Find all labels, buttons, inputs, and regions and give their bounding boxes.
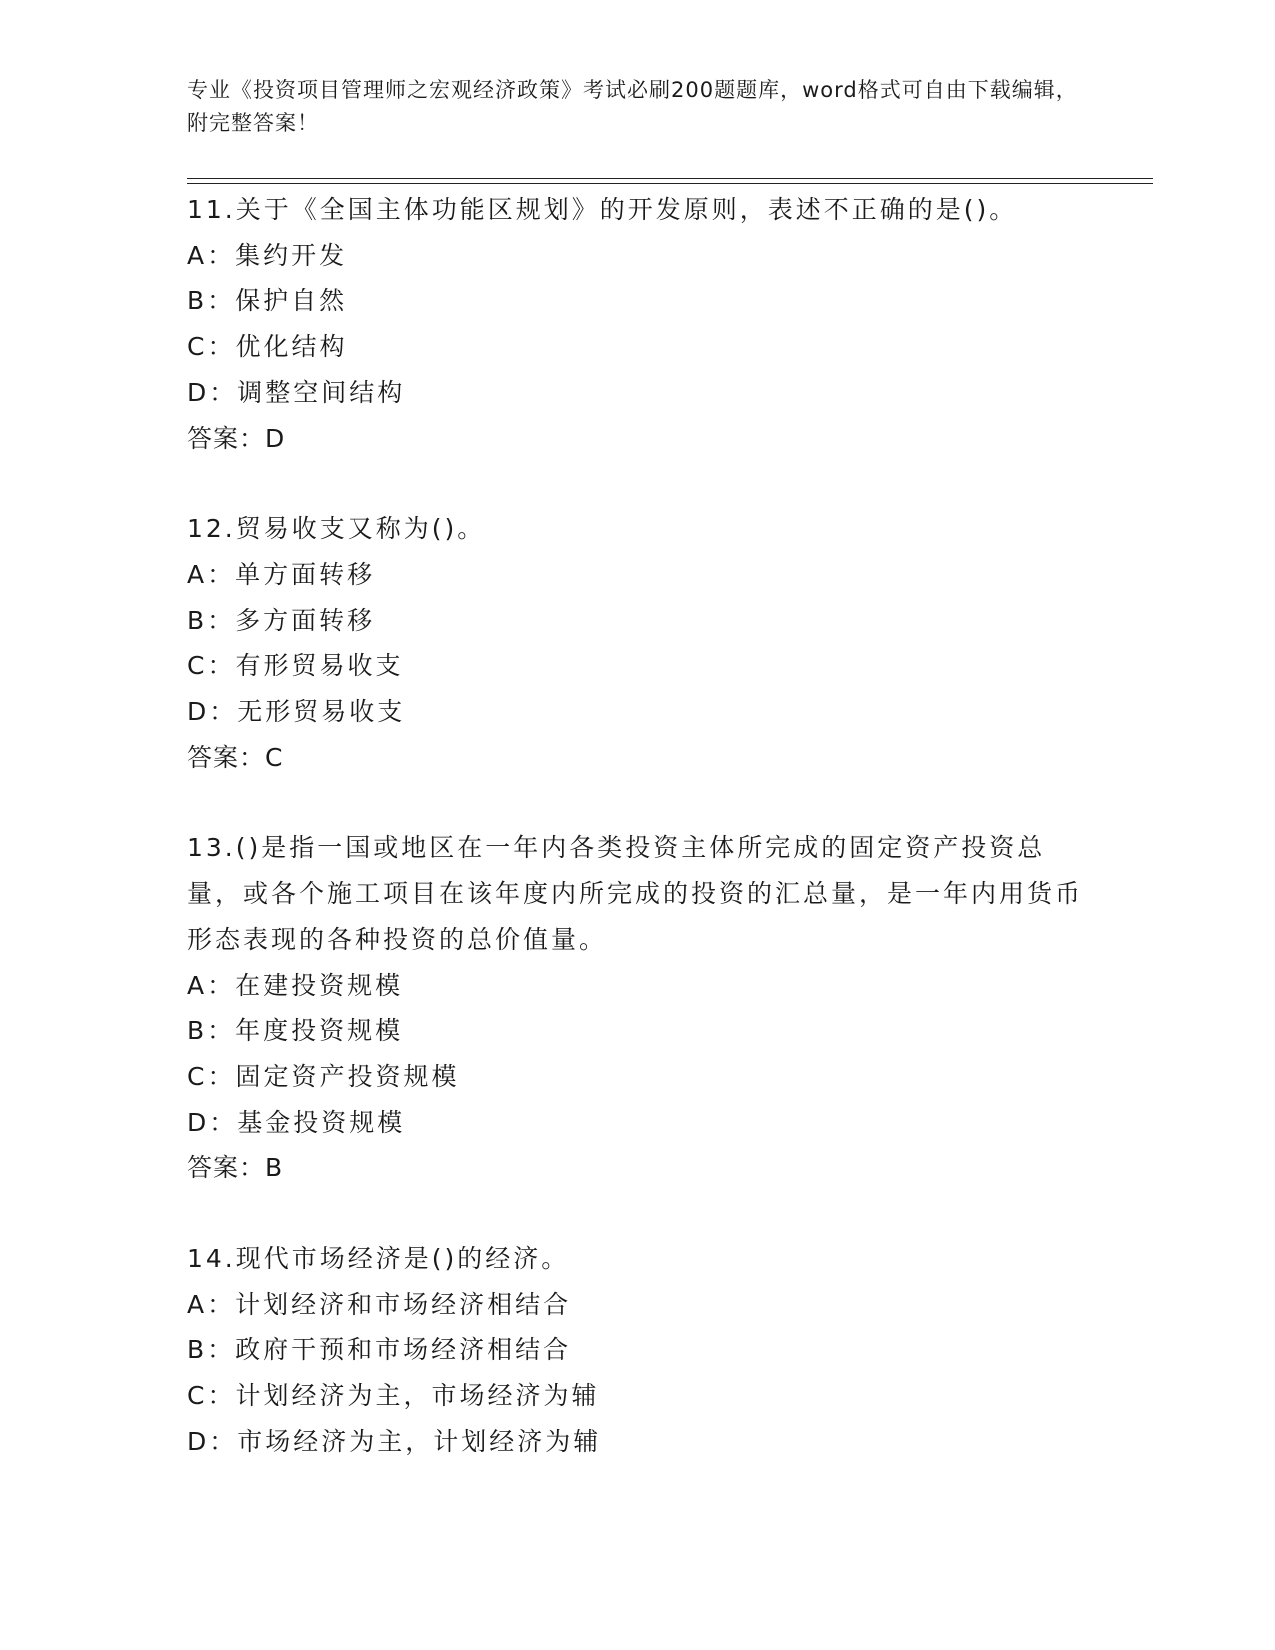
option-c: C：优化结构 [187, 332, 348, 362]
option-d: D：无形贸易收支 [187, 697, 406, 727]
answer-line: 答案：B [187, 1153, 284, 1183]
option-d: D：基金投资规模 [187, 1107, 406, 1137]
option-b: B：政府干预和市场经济相结合 [187, 1335, 572, 1365]
question-14 [187, 1236, 1087, 1465]
question-list [187, 187, 1087, 1510]
answer-line: 答案：D [187, 423, 286, 453]
option-a: A：集约开发 [187, 240, 348, 270]
answer-line: 答案：C [187, 742, 284, 772]
option-b: B：保护自然 [187, 286, 348, 316]
option-a: A：在建投资规模 [187, 970, 404, 1000]
option-a: A：计划经济和市场经济相结合 [187, 1289, 572, 1319]
option-c: C：固定资产投资规模 [187, 1061, 460, 1091]
question-stem: 11.关于《全国主体功能区规划》的开发原则，表述不正确的是()。 [187, 195, 1018, 224]
question-stem: 12.贸易收支又称为()。 [187, 514, 486, 544]
question-stem: 13.()是指一国或地区在一年内各类投资主体所完成的固定资产投资总量，或各个施工项目在该年度内所完成的投资的汇总量，是一年内用货币形态表现的各种投资的总价值量。 [187, 833, 1084, 954]
question-12 [187, 506, 1087, 780]
option-c: C：计划经济为主，市场经济为辅 [187, 1381, 600, 1411]
question-stem: 14.现代市场经济是()的经济。 [187, 1244, 570, 1274]
option-b: B：年度投资规模 [187, 1016, 404, 1046]
question-13 [187, 825, 1087, 1191]
option-b: B：多方面转移 [187, 605, 376, 635]
option-d: D：市场经济为主，计划经济为辅 [187, 1426, 602, 1456]
option-d: D：调整空间结构 [187, 377, 406, 407]
intro-text: 专业《投资项目管理师之宏观经济政策》考试必刷200题题库，word格式可自由下载编辑，附完整答案！ [187, 78, 1078, 135]
option-c: C：有形贸易收支 [187, 651, 404, 681]
option-a: A：单方面转移 [187, 559, 376, 589]
question-11 [187, 187, 1087, 461]
double-divider [187, 178, 1153, 184]
